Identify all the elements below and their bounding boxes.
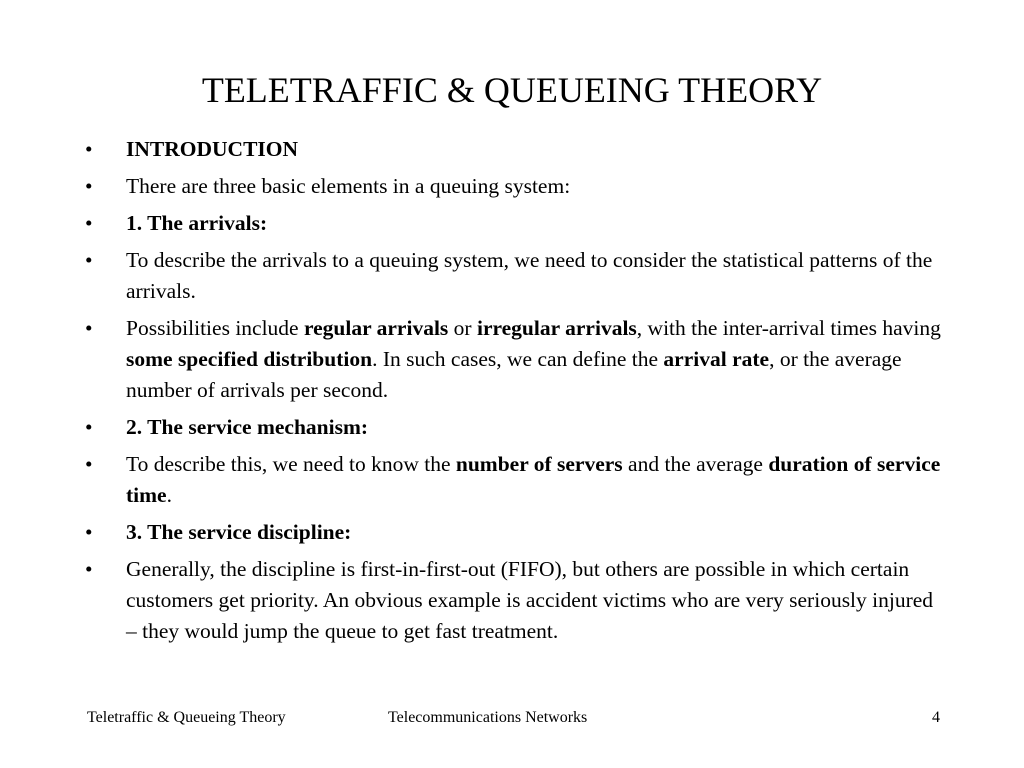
bullet-text-bold: number of servers <box>455 452 623 476</box>
bullet-text: , or the average number of arrivals per second. <box>126 347 902 402</box>
bullet-text: To describe the arrivals to a queuing system, we need to consider the statistical patterns of the arrivals. <box>126 248 933 303</box>
bullet-marker: • <box>85 137 93 161</box>
bullet-item <box>85 449 945 511</box>
bullet-item <box>85 412 945 443</box>
bullet-text-bold: 1. The arrivals: <box>126 211 268 235</box>
bullet-item <box>85 517 945 548</box>
bullet-text-bold: 3. The service discipline: <box>126 520 352 544</box>
footer-left: Teletraffic & Queueing Theory <box>87 709 286 726</box>
bullet-marker: • <box>85 174 93 198</box>
bullet-marker: • <box>85 248 93 272</box>
bullet-text-bold: some specified distribution <box>126 347 373 371</box>
bullet-item <box>85 171 945 202</box>
bullet-marker: • <box>85 211 93 235</box>
bullet-text-bold: regular arrivals <box>303 316 449 340</box>
bullet-marker: • <box>85 415 93 439</box>
bullet-marker: • <box>85 520 93 544</box>
bullet-text-bold: INTRODUCTION <box>126 137 299 161</box>
footer-center: Telecommunications Networks <box>388 709 588 726</box>
bullet-text-bold: 2. The service mechanism: <box>126 415 369 439</box>
bullet-text: There are three basic elements in a queuing system: <box>126 174 571 198</box>
bullet-text-bold: duration of service time <box>126 452 941 507</box>
bullet-text: Generally, the discipline is first-in-first-out (FIFO), but others are possible in which certain customers get priority. An obvious example is accident victims who are very seriously injured – they would jump the queue to get fast treatment. <box>126 557 934 643</box>
bullet-item <box>85 554 945 647</box>
bullet-marker: • <box>85 452 93 476</box>
bullet-text: . <box>166 483 172 507</box>
bullet-item <box>85 313 945 406</box>
bullet-marker: • <box>85 557 93 581</box>
bullet-list <box>85 134 945 653</box>
bullet-item <box>85 245 945 307</box>
bullet-text: To describe this, we need to know the <box>126 452 456 476</box>
bullet-text-bold: irregular arrivals <box>476 316 637 340</box>
bullet-text-bold: arrival rate <box>663 347 770 371</box>
bullet-text: , with the inter-arrival times having <box>636 316 941 340</box>
bullet-text: or <box>448 316 477 340</box>
bullet-item <box>85 208 945 239</box>
bullet-marker: • <box>85 316 93 340</box>
bullet-text: . In such cases, we can define the <box>372 347 664 371</box>
bullet-text: Possibilities include <box>126 316 304 340</box>
bullet-text: and the average <box>622 452 769 476</box>
bullet-item <box>85 134 945 165</box>
page-number: 4 <box>932 709 940 726</box>
slide-title: TELETRAFFIC & QUEUEING THEORY <box>201 70 823 110</box>
